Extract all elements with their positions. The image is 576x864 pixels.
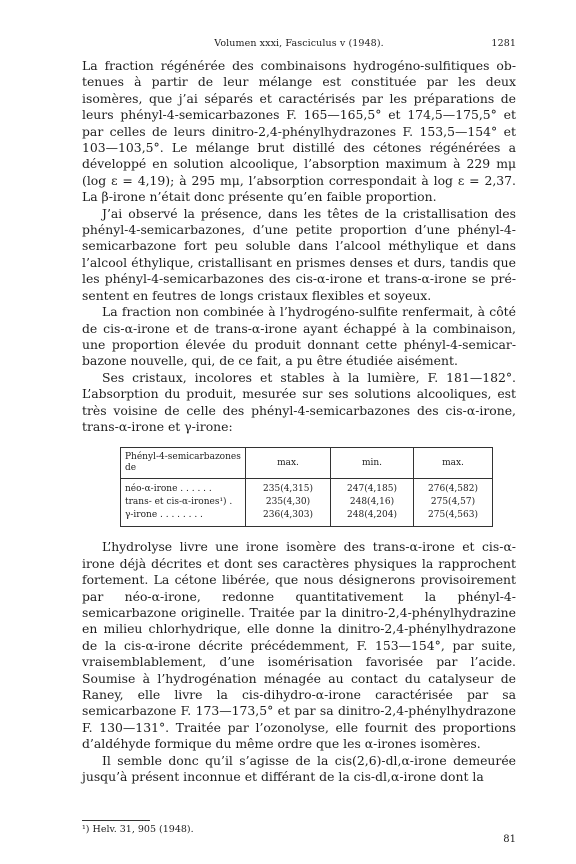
table-row — [121, 509, 493, 527]
table-row — [121, 479, 493, 497]
table-cell: 236(4,303) — [246, 509, 331, 527]
paragraph: L’hydrolyse livre une irone isomère des trans-α-irone et cis-α-irone déjà décrites et dont ses caractères physiques la rapprochent fortement. La cétone libérée, que nous désignerons provisoirement par néo-α-irone, redonne quantitativement la phényl-4-semicarbazone originelle. Traitée par la dinitro-2,4-phénylhydrazine en milieu chlorhydrique, elle donne la dinitro-2,4-phénylhydrazone de la cis-α-irone décrite précédemment, F. 153—154°, par suite, vraisemblablement, d’une isomérisation favorisée par l’acide. Soumise à l’hydrogénation ménagée au contact du catalyseur de Raney, elle livre la cis-dihydro-α-irone caractérisée par sa semicarbazone F. 173—173,5° et par sa dinitro-2,4-phénylhydrazone F. 130—131°. Traitée par l’ozonolyse, elle fournit des proportions d’aldéhyde formique du même ordre que les α-irones isomères. — [82, 539, 516, 752]
table-cell: 275(4,57) — [414, 496, 493, 509]
signature-mark: 81 — [503, 834, 516, 845]
table-row — [121, 496, 493, 509]
table-header: max. — [414, 448, 493, 479]
table-cell: 248(4,204) — [331, 509, 414, 527]
table-header: max. — [246, 448, 331, 479]
table-header: min. — [331, 448, 414, 479]
absorption-table — [120, 447, 493, 527]
page-number: 1281 — [491, 38, 516, 49]
table-cell: néo-α-irone . . . . . . — [121, 479, 246, 497]
table-cell: trans- et cis-α-irones¹) . — [121, 496, 246, 509]
paragraph: La fraction régénérée des combinaisons hydrogéno-sulfitiques obtenues à partir de leur mélange est constituée par les deux isomères, que j’ai séparés et caractérisés par les préparations de leurs phényl-4-semicarbazones F. 165—165,5° et 174,5—175,5° et par celles de leurs dinitro-2,4-phénylhydrazones F. 153,5—154° et 103—103,5°. Le mélange brut distillé des cétones régénérées a développé en solution alcoolique, l’absorption maximum à 229 mμ (log ε = 4,19); à 295 mμ, l’absorption correspondait à log ε = 2,37. La β-irone n’était donc présente qu’en faible proportion. — [82, 58, 516, 205]
paragraph: J’ai observé la présence, dans les têtes de la cristallisation des phényl-4-semicarbazones, d’une petite proportion d’une phényl-4-semicarbazone fort peu soluble dans l’alcool méthylique et dans l’alcool éthylique, cristallisant en prismes denses et durs, tandis que les phényl-4-semicarbazones des cis-α-irone et trans-α-irone se présentent en feutres de longs cristaux flexibles et soyeux. — [82, 205, 516, 303]
table-cell: 247(4,185) — [331, 479, 414, 497]
table-header-row — [121, 448, 493, 479]
table-header: Phényl-4-semicarbazones de — [121, 448, 246, 479]
table-cell: 235(4,30) — [246, 496, 331, 509]
running-header — [82, 38, 516, 49]
footnote — [82, 824, 516, 845]
table-cell: γ-irone . . . . . . . . — [121, 509, 246, 527]
paragraph: La fraction non combinée à l’hydrogéno-sulfite renfermait, à côté de cis-α-irone et de trans-α-irone ayant échappé à la combinaison, une proportion élevée du produit donnant cette phényl-4-semicarbazone nouvelle, qui, de ce fait, a pu être étudiée aisément. — [82, 304, 516, 369]
footnote-text: ¹) Helv. 31, 905 (1948). — [82, 824, 194, 835]
table-cell: 248(4,16) — [331, 496, 414, 509]
footnote-rule — [82, 820, 150, 821]
paragraph: Il semble donc qu’il s’agisse de la cis(2,6)-dl,α-irone demeurée jusqu’à présent inconnue et différant de la cis-dl,α-irone dont la — [82, 752, 516, 785]
article-body — [82, 58, 516, 785]
paragraph: Ses cristaux, incolores et stables à la lumière, F. 181—182°. L’absorption du produit, mesurée sur ses solutions alcooliques, est très voisine de celle des phényl-4-semicarbazones des cis-α-irone, trans-α-irone et γ-irone: — [82, 369, 516, 434]
journal-citation: Volumen xxxi, Fasciculus v (1948). — [214, 38, 384, 49]
table-cell: 276(4,582) — [414, 479, 493, 497]
table-cell: 275(4,563) — [414, 509, 493, 527]
table-cell: 235(4,315) — [246, 479, 331, 497]
